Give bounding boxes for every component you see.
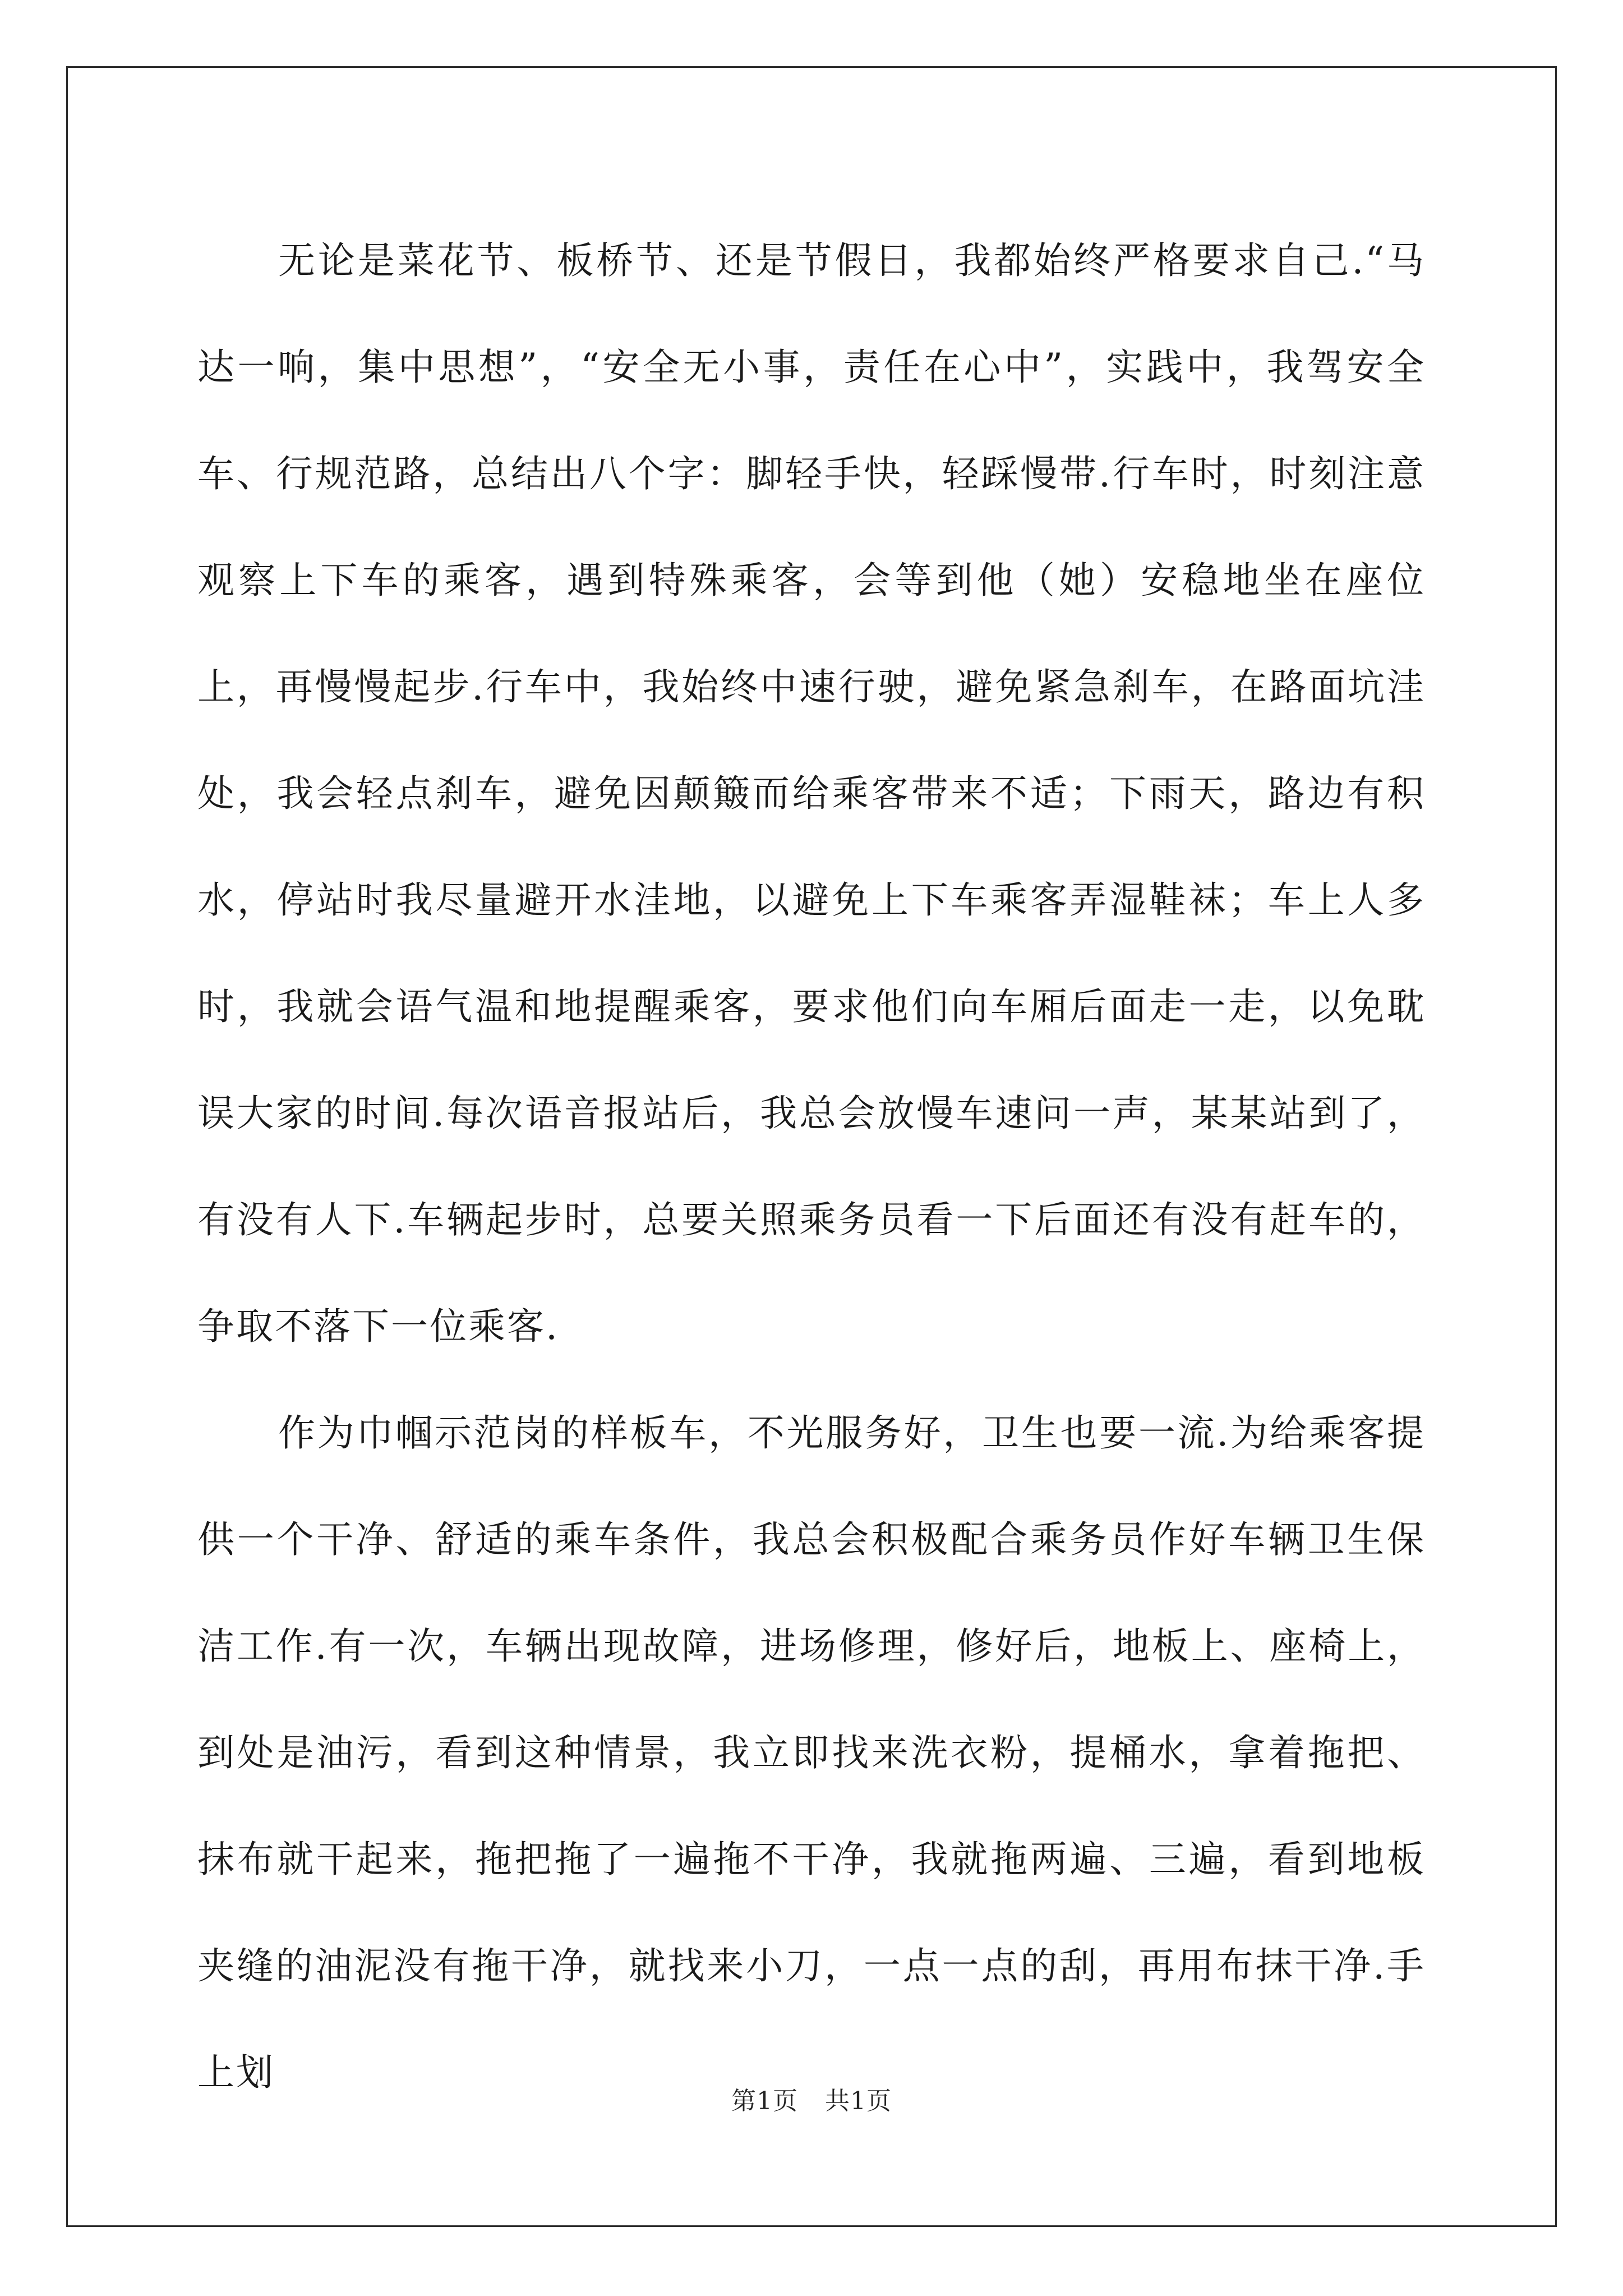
page-footer (0, 2085, 1623, 2118)
page-number-current: 第1页 (731, 2087, 798, 2115)
page-number-total: 共1页 (825, 2087, 892, 2115)
document-body (197, 208, 1426, 2126)
paragraph-vehicle-cleaning: 作为巾帼示范岗的样板车，不光服务好，卫生也要一流.为给乘客提供一个干净、舒适的乘车条件，我总会积极配合乘务员作好车辆卫生保洁工作.有一次，车辆出现故障，进场修理，修好后，地板上、座椅上，到处是油污，看到这种情景，我立即找来洗衣粉，提桶水，拿着拖把、抹布就干起来，拖把拖了一遍拖不干净，我就拖两遍、三遍，看到地板夹缝的油泥没有拖干净，就找来小刀，一点一点的刮，再用布抹干净.手上划 (197, 1411, 1426, 2094)
paragraph-driving-safety: 无论是菜花节、板桥节、还是节假日，我都始终严格要求自己.“马达一响，集中思想”，“安全无小事，责任在心中”，实践中，我驾安全车、行规范路，总结出八个字：脚轻手快，轻踩慢带.行车时，时刻注意观察上下车的乘客，遇到特殊乘客，会等到他（她）安稳地坐在座位上，再慢慢起步.行车中，我始终中速行驶，避免紧急刹车，在路面坑洼处，我会轻点刹车，避免因颠簸而给乘客带来不适；下雨天，路边有积水，停站时我尽量避开水洼地，以避免上下车乘客弄湿鞋袜；车上人多时，我就会语气温和地提醒乘客，要求他们向车厢后面走一走，以免耽误大家的时间.每次语音报站后，我总会放慢车速问一声，某某站到了，有没有人下.车辆起步时，总要关照乘务员看一下后面还有没有赶车的，争取不落下一位乘客. (197, 239, 1426, 1348)
